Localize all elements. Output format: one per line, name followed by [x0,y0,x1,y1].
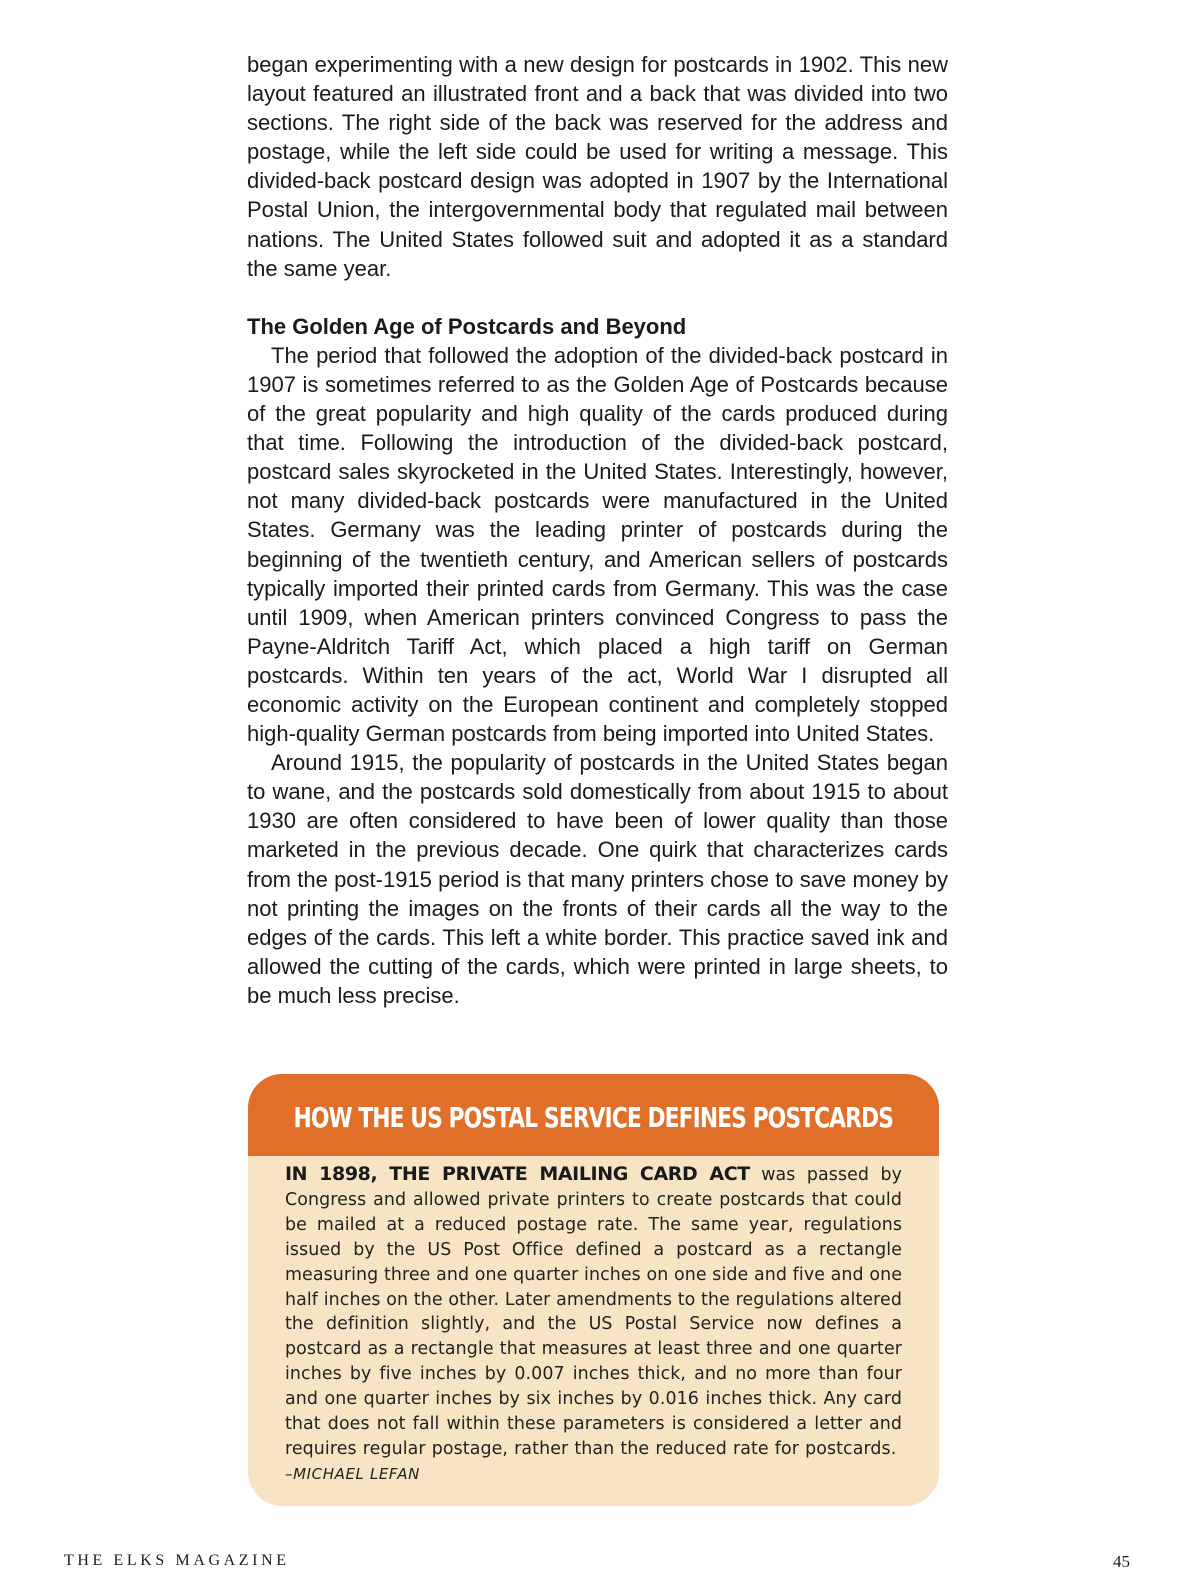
section-heading: The Golden Age of Postcards and Beyond [247,313,687,339]
sidebar-title: HOW THE US POSTAL SERVICE DEFINES POSTCARDS [293,1100,894,1134]
sidebar-body-text: was passed by Congress and allowed private printers to create postcards that could be mailed at a reduced postage rate. The same year, regulations issued by the US Post Office defined a postcard as a rectangle measuring three and one quarter inches on one side and five and one half inches on the other. Later amendments to the regulations altered the definition slightly, and the US Postal Service now defines a postcard as a rectangle that measures at least three and one quarter inches by five inches by 0.007 inches thick, and no more than four and one quarter inches by six inches by 0.016 inches thick. Any card that does not fall within these parameters is considered a letter and requires regular postage, rather than the reduced rate for postcards. [285,1165,902,1459]
article-paragraph-intro: began experimenting with a new design for postcards in 1902. This new layout featured an illustrated front and a back that was divided into two sections. The right side of the back was reserved for the address and postage, while the left side could be used for writing a message. This divided-back postcard design was adopted in 1907 by the International Postal Union, the intergovernmental body that regulated mail between nations. The United States followed suit and adopted it as a standard the same year. [247,52,948,281]
article-paragraph-golden-age: The period that followed the adoption of the divided-back postcard in 1907 is sometimes referred to as the Golden Age of Postcards because of the great popularity and high quality of the cards produced during that time. Following the introduction of the divided-back postcard, postcard sales skyrocketed in the United States. Interestingly, however, not many divided-back postcards were manufactured in the United States. Germany was the leading printer of postcards during the beginning of the twentieth century, and American sellers of postcards typically imported their printed cards from Germany. This was the case until 1909, when American printers convinced Congress to pass the Payne-Aldritch Tariff Act, which placed a high tariff on German postcards. Within ten years of the act, World War I disrupted all economic activity on the European continent and completely stopped high-quality German postcards from being imported into United States. [247,342,948,747]
footer-publication-name: THE ELKS MAGAZINE [64,1552,290,1569]
article-column [247,50,948,1010]
sidebar-lead-in: IN 1898, THE PRIVATE MAILING CARD ACT [285,1163,750,1185]
footer-page-number: 45 [1113,1552,1130,1571]
sidebar-byline: –MICHAEL LEFAN [285,1464,420,1483]
sidebar-box [248,1074,939,1506]
article-paragraph-decline: Around 1915, the popularity of postcards in the United States began to wane, and the postcards sold domestically from about 1915 to about 1930 are often considered to have been of lower quality than those marketed in the previous decade. One quirk that characterizes cards from the post-1915 period is that many printers chose to save money by not printing the images on the fronts of their cards all the way to the edges of the cards. This left a white border. This practice saved ink and allowed the cutting of the cards, which were printed in large sheets, to be much less precise. [247,750,948,1008]
sidebar-body [248,1156,939,1487]
sidebar-header [248,1074,939,1156]
